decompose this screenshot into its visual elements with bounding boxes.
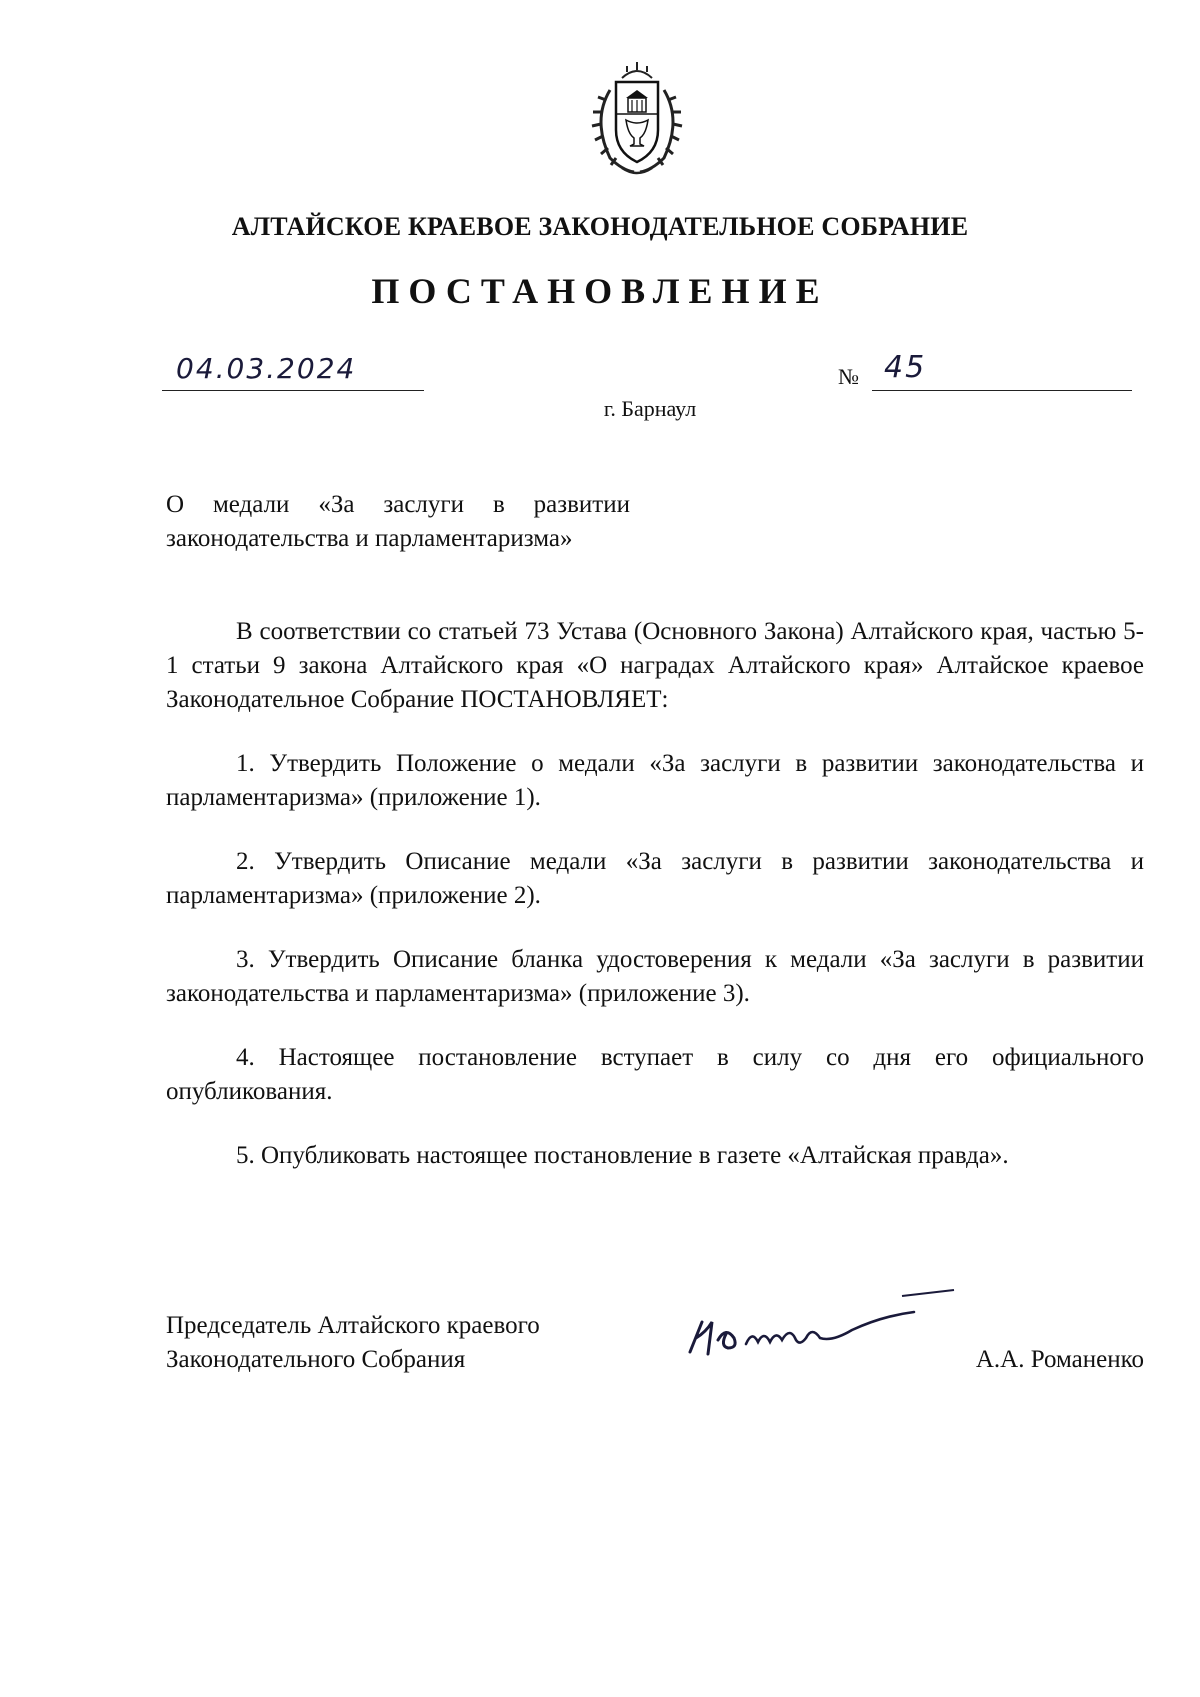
resolution-item: 5. Опубликовать настоящее постановление в газете «Алтайская правда». — [236, 1142, 1009, 1169]
resolution-item: 1. Утвердить Положение о медали «За заслуги в развитии законодательства и парламентаризма» (приложение 1). — [166, 750, 1144, 811]
signatory-position — [166, 1309, 626, 1377]
document-subject: О медали «За заслуги в развитии законодательства и парламентаризма» — [166, 491, 630, 552]
date-field — [162, 350, 424, 391]
document-date: 04.03.2024 — [176, 352, 357, 385]
coat-of-arms-icon — [582, 60, 692, 180]
document-type: ПОСТАНОВЛЕНИЕ — [371, 271, 829, 311]
document-city: г. Барнаул — [603, 396, 697, 421]
document-body — [166, 615, 1144, 1203]
handwritten-signature-icon — [682, 1282, 962, 1362]
resolution-item: 2. Утвердить Описание медали «За заслуги в развитии законодательства и парламентаризма» (приложение 2). — [166, 848, 1144, 909]
signatory-position-line: Законодательного Собрания — [166, 1346, 466, 1373]
resolution-item: 3. Утвердить Описание бланка удостоверения к медали «За заслуги в развитии законодательства и парламентаризма» (приложение 3). — [166, 946, 1144, 1007]
preamble-paragraph: В соответствии со статьей 73 Устава (Основного Закона) Алтайского края, частью 5-1 статьи 9 закона Алтайского края «О наградах Алтайского края» Алтайское краевое Законодательное Собрание ПОСТАНОВЛЯЕТ: — [166, 618, 1144, 713]
number-field — [872, 350, 1132, 391]
document-number: 45 — [884, 350, 927, 385]
signatory-position-line: Председатель Алтайского краевого — [166, 1312, 540, 1339]
resolution-item: 4. Настоящее постановление вступает в силу со дня его официального опубликования. — [166, 1044, 1144, 1105]
organization-title: АЛТАЙСКОЕ КРАЕВОЕ ЗАКОНОДАТЕЛЬНОЕ СОБРАНИЕ — [231, 212, 969, 241]
number-sign: № — [838, 364, 859, 389]
signatory-name: А.А. Романенко — [975, 1346, 1144, 1373]
